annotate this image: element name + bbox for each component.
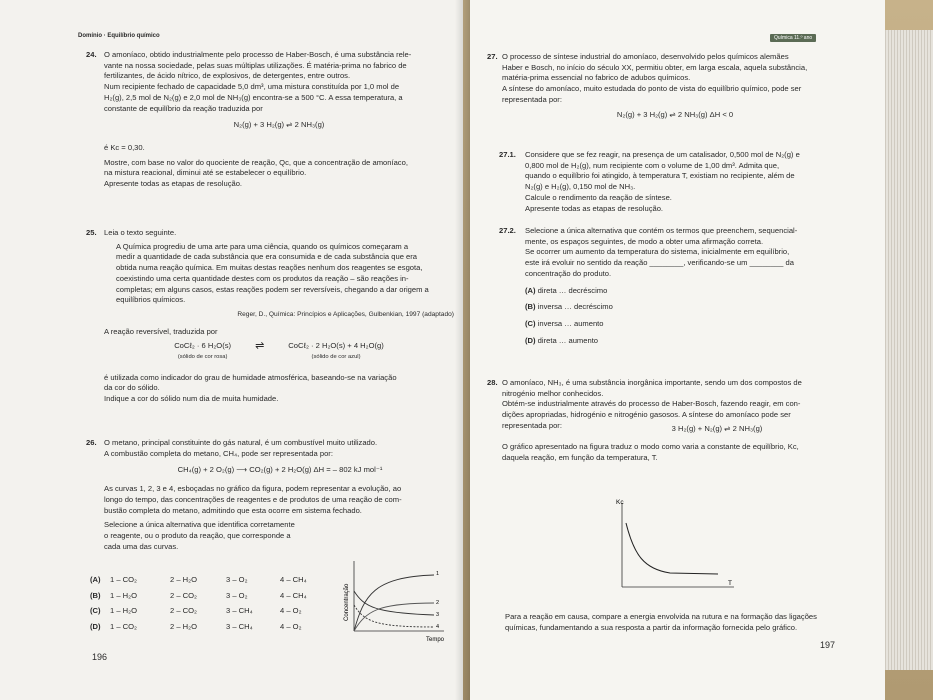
text-line: O amoníaco, NH₃, é uma substância inorgânica importante, sendo um dos compostos de <box>502 378 802 387</box>
text-line: representada por: <box>502 420 562 430</box>
x-axis-label: T <box>728 580 732 587</box>
text-line: equilíbrios químicos. <box>116 295 186 305</box>
option-cell: 2 – H₂O <box>170 575 198 584</box>
q26-text <box>86 438 456 552</box>
text-line: O processo de síntese industrial do amoníaco, desenvolvido pelos químicos alemães <box>502 52 789 61</box>
text-line: Indique a cor do sólido num dia de muita humidade. <box>104 394 279 404</box>
text-line: A combustão completa do metano, CH₄, pode ser representada por: <box>104 448 333 458</box>
text-line: O gráfico apresentado na figura traduz o modo como varia a constante de equilíbrio, Kc, <box>502 442 799 452</box>
text-line: Apresente todas as etapas de resolução. <box>525 203 664 213</box>
text-line: longo do tempo, das concentrações de reagentes e de produtos de uma reação de com- <box>104 494 402 504</box>
curve-label: 4 <box>436 624 440 630</box>
text-line: Haber e Bosch, no início do século XX, permitiu obter, em larga escala, aquela substância, <box>502 62 808 72</box>
option-text: inversa … decréscimo <box>537 302 613 312</box>
q25-text <box>86 228 454 405</box>
kc-temperature-graph <box>610 495 740 595</box>
option-cell: 2 – H₂O <box>170 622 198 632</box>
text-line: matéria-prima essencial no fabrico de adubos químicos. <box>502 73 691 83</box>
option-cell: 3 – O₂ <box>226 590 248 600</box>
q27-number: 27. <box>487 52 498 61</box>
q28-text <box>487 378 852 464</box>
text-line: A síntese do amoníaco, muito estudada do ponto de vista do equilíbrio químico, pode ser <box>502 84 802 94</box>
text-line: daquela reação, em função da temperatura, T. <box>502 452 658 462</box>
text-line: mente, os espaços seguintes, de modo a obter uma afirmação correta. <box>525 236 764 246</box>
option-a[interactable]: (A) <box>525 285 536 295</box>
option-cell: 1 – H₂O <box>110 606 138 616</box>
text-line: Leia o texto seguinte. <box>104 228 177 237</box>
text-line: na mistura reacional, diminui até se estabelecer o equilíbrio. <box>104 168 307 178</box>
option-d[interactable]: (D) <box>525 335 536 345</box>
text-line: Apresente todas as etapas de resolução. <box>104 179 243 189</box>
q25-number: 25. <box>86 228 97 237</box>
q27-2-text <box>499 226 850 346</box>
option-cell: 1 – H₂O <box>110 590 138 600</box>
product: CoCℓ₂ · 2 H₂O(s) + 4 H₂O(g) <box>288 341 384 351</box>
text-line: quando o equilíbrio foi atingido, à temperatura T, existiam no recipiente, além de <box>525 171 795 181</box>
text-line: O metano, principal constituinte do gás natural, é um combustível muito utilizado. <box>104 438 378 447</box>
q26-number: 26. <box>86 438 97 447</box>
text-line: medir a quantidade de cada substância que era consumida e de cada substância que era <box>116 252 418 262</box>
equation: N₂(g) + 3 H₂(g) ⇌ 2 NH₃(g) <box>233 120 325 130</box>
q24-text <box>104 50 454 190</box>
text-line: H₂(g), 2,5 mol de N₂(g) e 2,0 mol de NH₃(g) encontra-se a 500 °C. A essa temperatura, a <box>104 92 403 102</box>
text-line: este irá evoluir no sentido da reação ________, verificando-se um ________ da <box>525 258 794 268</box>
text-line: o reagente, ou o produto da reação, que corresponde a <box>104 530 291 540</box>
curve-label: 3 <box>436 612 440 618</box>
product-note: (sólido de cor azul) <box>311 354 361 361</box>
text-line: constante de equilíbrio da reação traduzida por <box>104 103 263 113</box>
option-c[interactable]: (C) <box>90 606 101 616</box>
q27-1-number: 27.1. <box>499 150 516 159</box>
citation: Reger, D., Química: Princípios e Aplicações, Gulbenkian, 1997 (adaptado) <box>237 310 454 318</box>
curve-label: 1 <box>436 571 440 577</box>
text-line: Num recipiente fechado de capacidade 5,0 dm³, uma mistura constituída por 1,0 mol de <box>104 82 400 92</box>
text-line: fertilizantes, de ácido nítrico, de explosivos, de detergentes, entre outros. <box>104 71 351 81</box>
q26-options <box>90 575 330 633</box>
text-line: químicas, fundamentando a sua resposta a partir da informação fornecida pelo gráfico. <box>505 622 798 632</box>
curve-label: 2 <box>436 600 440 606</box>
reaction-equation <box>104 341 454 362</box>
equation: N₂(g) + 3 H₂(g) ⇌ 2 NH₃(g) ΔH < 0 <box>616 109 734 119</box>
text-line: As curvas 1, 2, 3 e 4, esboçadas no gráfico da figura, podem representar a evolução, ao <box>104 484 402 494</box>
page-edges <box>883 30 933 670</box>
option-cell: 2 – CO₂ <box>170 606 198 616</box>
text-line: da cor do sólido. <box>104 383 160 393</box>
kc-curve <box>626 523 718 574</box>
q28-question <box>505 612 850 633</box>
text-line: A Química progrediu de uma arte para uma ciência, quando os químicos começaram a <box>116 241 409 251</box>
text-line: Considere que se fez reagir, na presença de um catalisador, 0,500 mol de N₂(g) e <box>525 150 800 159</box>
text-line: Selecione a única alternativa que contém os termos que preenchem, sequencial- <box>525 226 798 235</box>
q28-number: 28. <box>487 378 498 387</box>
equilibrium-arrow: ⇌ <box>255 340 265 353</box>
quote-block <box>104 242 454 321</box>
text-line: A reação reversível, traduzida por <box>104 326 218 336</box>
text-line: nitrogénio melhor conhecidos. <box>502 388 604 398</box>
y-axis-label: Concentração <box>344 583 350 621</box>
text-line: completas; em alguns casos, estas reações podem ser reversíveis, chegando a dar origem a <box>116 284 429 294</box>
text-line: concentração do produto. <box>525 268 612 278</box>
text-line: vante na nossa sociedade, pelas suas múltiplas utilizações. É matéria-prima no fabrico de <box>104 60 407 70</box>
option-b[interactable]: (B) <box>525 302 536 312</box>
option-cell: 4 – CH₄ <box>280 590 307 600</box>
text-line: Selecione a única alternativa que identifica corretamente <box>104 520 295 530</box>
text-line: coexistindo uma certa quantidade destes com os produtos da reação – são reações in- <box>116 273 409 283</box>
text-line: Se ocorrer um aumento da temperatura do sistema, inicialmente em equilíbrio, <box>525 247 790 257</box>
option-cell: 1 – CO₂ <box>110 622 138 632</box>
section-tag: Química 11.º ano <box>770 34 816 42</box>
option-cell: 1 – CO₂ <box>110 575 138 584</box>
option-c[interactable]: (C) <box>525 318 536 328</box>
text-line: Para a reação em causa, compare a energia envolvida na rutura e na formação das ligações <box>505 612 817 621</box>
text-line: Mostre, com base no valor do quociente de reação, Qc, que a concentração de amoníaco, <box>104 157 408 167</box>
text-line: 0,800 mol de H₂(g), num recipiente com o volume de 1,00 dm³. Admita que, <box>525 160 780 170</box>
reactant-note: (sólido de cor rosa) <box>177 354 228 361</box>
text-line: obtida numa reação química. Em muitas destas reações nenhum dos reagentes se esgota, <box>116 263 423 273</box>
option-cell: 3 – CH₄ <box>226 622 253 632</box>
page-number: 196 <box>92 652 108 662</box>
option-cell: 4 – O₂ <box>280 622 302 632</box>
y-axis-label: Kc <box>616 499 624 506</box>
left-page: Domínio · Equilíbrio químico 24. O amoníaco, obtido industrialmente pelo processo de Haber-Bosch, é uma substância rele- vante na nossa sociedade, pelas suas múltiplas utilizações. É matéria-prima no fabrico de fertilizantes, de ácido nítrico, de explosivos, de detergentes, entre outros. Num recipiente fechado de capacidade 5,0 dm³, uma mistura constituída por 1,0 mol de H₂(g), 2,5 mol de N₂(g) e 2,0 mol de NH₃(g) encontra-se a 500 °C. A essa temperatura, a constante de equilíbrio da reação traduzida por N₂(g) + 3 H₂(g) ⇌ 2 NH₃(g) é Kc = 0,30. Mostre, com base no valor do quociente de reação, Qc, que a concentração de amoníaco, na mistura reacional, diminui até se estabelecer o equilíbrio. Apresente todas as etapas de resolução. 25. Leia o texto seguinte. A Química progrediu de uma arte para uma ciência, quando os químicos começaram a medir a quantidade de cada substância que era consumida e de cada substância que era obtida numa reação química. Em muitas destas reações nenhum dos reagentes se esgota, coexistindo uma certa quantidade destes com os produtos da reação – são reações in- completas; em alguns casos, estas reações podem ser reversíveis, chegando a dar origem a equilíbrios químicos. Reger, D., Química: Princípios e Aplicações, Gulbenkian, 1997 (adaptado) A reação reversível, traduzida por CoCℓ₂ · 6 H₂O(s) (sólido de cor rosa) ⇌ CoCℓ₂ · 2 H₂O(s) + 4 H₂O(g) (sólido de cor azul) é utilizada como indicador do grau de humidade atmosférica, baseando-se na variação da cor do sólido. Indique a cor do sólido num dia de muita humidade. 26. O metano, principal constituinte do gás natural, é um combustível muito utilizado. A combustão completa do metano, CH₄, pode ser representada por: CH₄(g) + 2 O₂(g) ⟶ CO₂(g) + 2 H₂O(g) ΔH = – 802 kJ mol⁻¹ As curvas 1, 2, 3 e 4, esboçadas no gráfico da figura, podem representar a evolução, ao longo do tempo, das concentrações de reagentes e de produtos de uma reação de com- bustão completa do metano, admitindo que esta ocorre em sistema fechado. Selecione a única alternativa que identifica corretamente o reagente, ou o produto da reação, que corresponde a cada uma das curvas. (A) 1 – CO₂ 2 – H₂O 3 – O₂ 4 – CH₄ (B) 1 – H₂O 2 – CO₂ 3 – O₂ 4 – CH₄ (C) 1 – H₂O 2 – CO₂ 3 – CH₄ 4 – O₂ (D) 1 – CO₂ 2 – H₂O 3 – CH₄ 4 – O₂ 1 2 3 4 Concentração Tempo 196 <box>0 0 463 700</box>
option-d[interactable]: (D) <box>90 622 101 632</box>
q27-1-text <box>499 150 850 214</box>
option-text: direta … aumento <box>537 335 599 345</box>
concentration-graph <box>334 555 459 645</box>
option-cell: 3 – CH₄ <box>226 606 253 616</box>
right-page <box>470 0 885 700</box>
text-line: bustão completa do metano, admitindo que esta ocorre em sistema fechado. <box>104 505 362 515</box>
equation: 3 H₂(g) + N₂(g) ⇌ 2 NH₃(g) <box>671 423 763 433</box>
equation: CH₄(g) + 2 O₂(g) ⟶ CO₂(g) + 2 H₂O(g) ΔH = – 802 kJ mol⁻¹ <box>177 465 383 475</box>
text-line: Calcule o rendimento da reação de síntese. <box>525 192 672 202</box>
text-line: dições apropriadas, hidrogénio e nitrogénio gasosos. A síntese do amoníaco pode ser <box>502 410 791 420</box>
option-cell: 2 – CO₂ <box>170 590 198 600</box>
text-line: é Kc = 0,30. <box>104 142 145 152</box>
q27-2-options <box>525 286 850 347</box>
option-cell: 4 – CH₄ <box>280 575 307 584</box>
q27-text <box>487 52 848 126</box>
text-line: é utilizada como indicador do grau de humidade atmosférica, baseando-se na variação <box>104 372 397 382</box>
text-line: representada por: <box>502 94 562 104</box>
option-text: direta … decréscimo <box>537 285 608 295</box>
x-axis-label: Tempo <box>426 637 445 643</box>
text-line: Obtém-se industrialmente através do processo de Haber-Bosch, fazendo reagir, em con- <box>502 399 801 409</box>
option-b[interactable]: (B) <box>90 590 101 600</box>
text-line: N₂(g) e H₂(g), 0,150 mol de NH₃. <box>525 182 636 192</box>
page-number: 197 <box>820 640 836 650</box>
page-header: Domínio · Equilíbrio químico <box>78 33 160 39</box>
option-a[interactable]: (A) <box>90 575 101 584</box>
text-line: cada uma das curvas. <box>104 541 179 551</box>
q27-2-number: 27.2. <box>499 226 516 235</box>
option-cell: 3 – O₂ <box>226 575 248 584</box>
reactant: CoCℓ₂ · 6 H₂O(s) <box>174 341 232 351</box>
option-cell: 4 – O₂ <box>280 606 302 616</box>
option-text: inversa … aumento <box>537 318 604 328</box>
text-line: O amoníaco, obtido industrialmente pelo processo de Haber-Bosch, é uma substância rele- <box>104 50 412 59</box>
